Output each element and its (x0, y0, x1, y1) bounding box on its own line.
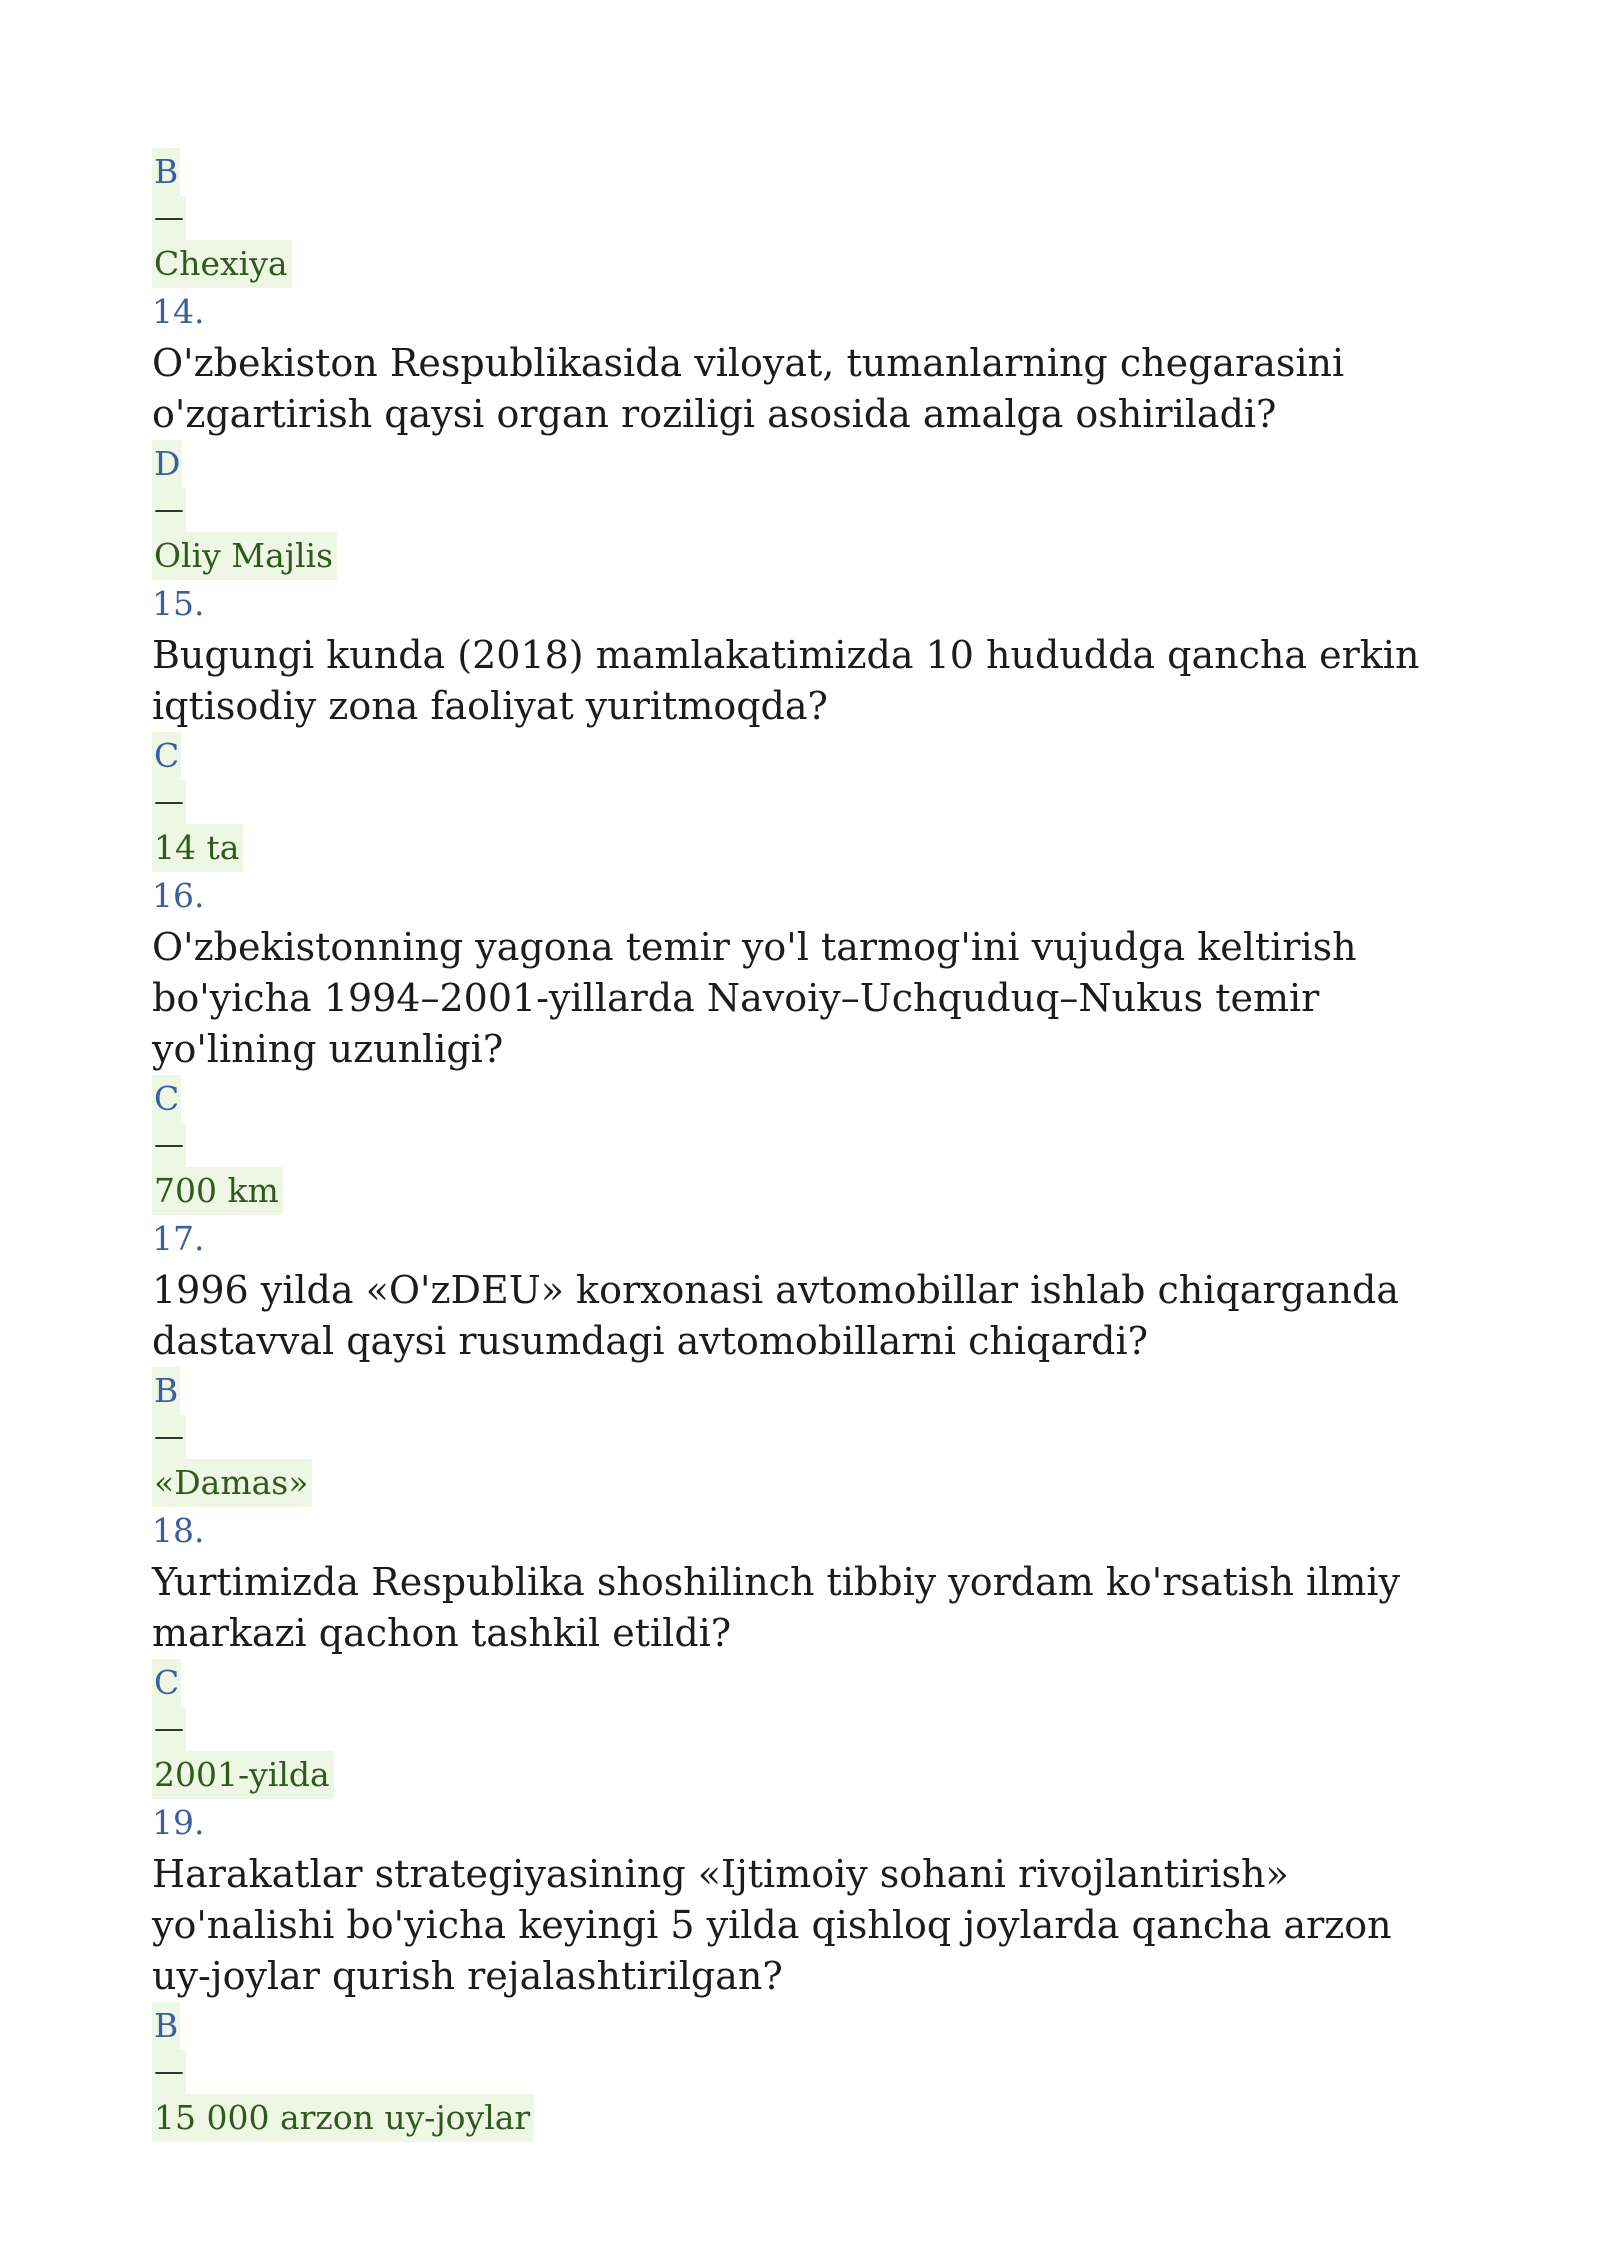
answer-letter: C (152, 1659, 1452, 1707)
question-number: 16. (152, 876, 205, 915)
answer-dash: — (152, 2050, 1452, 2094)
question-item-15 (152, 580, 1452, 872)
question-text: Yurtimizda Respublika shoshilinch tibbiy yordam ko'rsatish ilmiy markazi qachon tashkil etildi? (152, 1560, 1400, 1655)
question-text: 1996 yilda «O'zDEU» korxonasi avtomobillar ishlab chiqarganda dastavval qaysi rusumdagi avtomobillarni chiqardi? (152, 1268, 1399, 1363)
answer-dash: — (152, 196, 1452, 240)
answer-letter: C (152, 1075, 1452, 1123)
answer-dash: — (152, 780, 1452, 824)
answer-text: 14 ta (152, 824, 1452, 872)
answer-dash: — (152, 1707, 1452, 1751)
question-text: O'zbekiston Respublikasida viloyat, tumanlarning chegarasini o'zgartirish qaysi organ roziligi asosida amalga oshiriladi? (152, 341, 1345, 436)
answer-letter: C (152, 732, 1452, 780)
answer-block-13 (152, 148, 1452, 288)
answer-letter: B (152, 1367, 1452, 1415)
question-number: 18. (152, 1511, 205, 1550)
answer-dash: — (152, 1123, 1452, 1167)
question-item-18 (152, 1507, 1452, 1799)
answer-letter: D (152, 440, 1452, 488)
answer-text: Oliy Majlis (152, 532, 1452, 580)
answer-letter: B (152, 2002, 1452, 2050)
answer-text: 2001-yilda (152, 1751, 1452, 1799)
quiz-content (152, 148, 1452, 2142)
answer-letter: B (152, 148, 1452, 196)
question-text: Harakatlar strategiyasining «Ijtimoiy sohani rivojlantirish» yo'nalishi bo'yicha keyingi 5 yilda qishloq joylarda qancha arzon uy-joylar qurish rejalashtirilgan? (152, 1852, 1392, 1998)
question-item-14 (152, 288, 1452, 580)
answer-text: 15 000 arzon uy-joylar (152, 2094, 1452, 2142)
answer-dash: — (152, 1415, 1452, 1459)
answer-text: «Damas» (152, 1459, 1452, 1507)
question-text: O'zbekistonning yagona temir yo'l tarmog'ini vujudga keltirish bo'yicha 1994–2001-yillarda Navoiy–Uchquduq–Nukus temir yo'lining uzunligi? (152, 925, 1357, 1071)
question-number: 17. (152, 1219, 205, 1258)
answer-text: 700 km (152, 1167, 1452, 1215)
question-number: 19. (152, 1803, 205, 1842)
question-number: 15. (152, 584, 205, 623)
question-number: 14. (152, 292, 205, 331)
question-item-19 (152, 1799, 1452, 2142)
question-item-17 (152, 1215, 1452, 1507)
answer-dash: — (152, 488, 1452, 532)
question-item-16 (152, 872, 1452, 1215)
question-text: Bugungi kunda (2018) mamlakatimizda 10 hududda qancha erkin iqtisodiy zona faoliyat yuritmoqda? (152, 633, 1420, 728)
answer-text: Chexiya (152, 240, 1452, 288)
